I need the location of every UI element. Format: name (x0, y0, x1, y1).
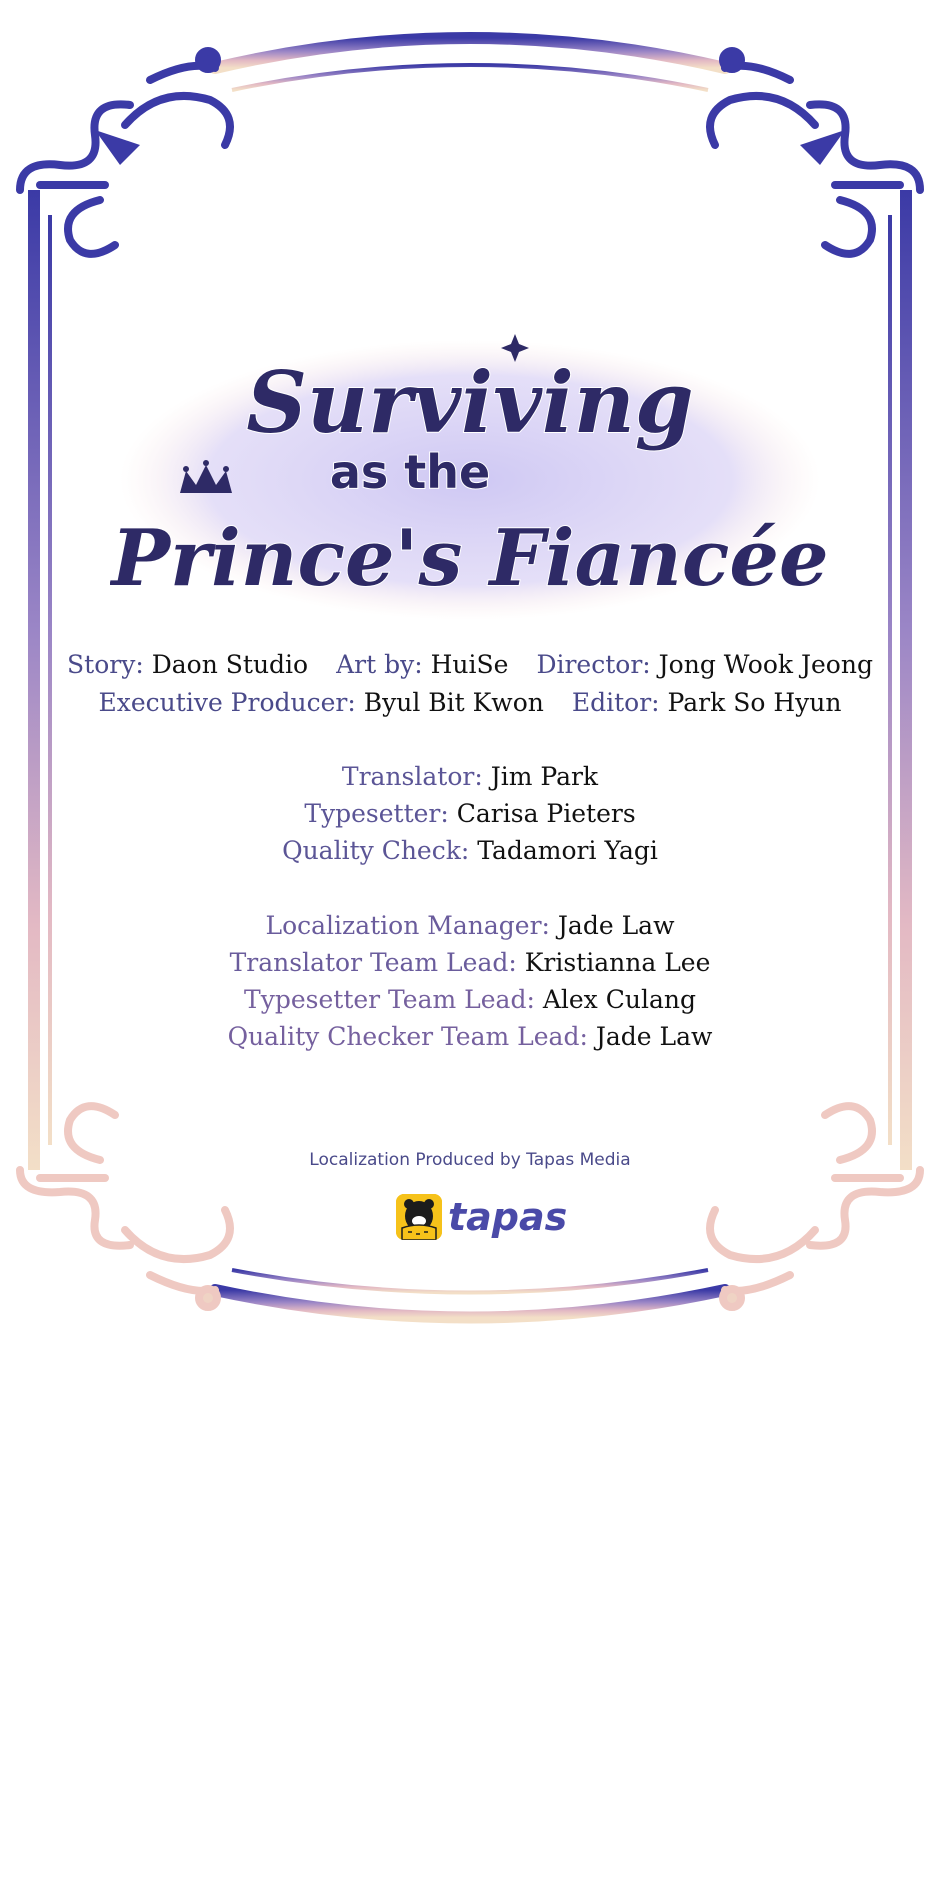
title-line-1: Surviving (246, 353, 694, 452)
art-role: Art by (336, 650, 415, 679)
title-logo-art (110, 330, 830, 630)
quality-check-credit: Quality Check: Tadamori Yagi (282, 836, 658, 865)
director-name: Jong Wook Jeong (658, 650, 873, 679)
tapas-logo (392, 1190, 568, 1244)
editor-name: Park So Hyun (667, 688, 842, 717)
executive-producer-name: Byul Bit Kwon (363, 688, 544, 717)
tapas-wordmark: tapas (448, 1195, 568, 1239)
title-line-3: Prince's Fiancée (111, 513, 829, 604)
title-line-2: as the (329, 445, 491, 499)
localization-manager-credit: Localization Manager: Jade Law (265, 911, 675, 940)
story-role: Story (67, 650, 136, 679)
localization-produced-by: Localization Produced by Tapas Media (309, 1150, 631, 1170)
series-title-logo (110, 330, 830, 630)
credits-row-1: Story: Daon Studio Art by: HuiSe Director: Jong Wook Jeong (67, 650, 873, 679)
executive-producer-role: Executive Producer (98, 688, 348, 717)
typesetter-team-lead-credit: Typesetter Team Lead: Alex Culang (244, 985, 696, 1014)
translator-team-lead-credit: Translator Team Lead: Kristianna Lee (229, 948, 711, 977)
art-name: HuiSe (430, 650, 509, 679)
tapas-mascot-icon (396, 1194, 442, 1240)
translator-credit: Translator: Jim Park (341, 762, 599, 791)
director-role: Director (536, 650, 643, 679)
credits-row-2: Executive Producer: Byul Bit Kwon Editor: Park So Hyun (98, 688, 842, 717)
quality-checker-team-lead-credit: Quality Checker Team Lead: Jade Law (227, 1022, 713, 1051)
story-name: Daon Studio (151, 650, 309, 679)
typesetter-credit: Typesetter: Carisa Pieters (304, 799, 636, 828)
editor-role: Editor (571, 688, 652, 717)
